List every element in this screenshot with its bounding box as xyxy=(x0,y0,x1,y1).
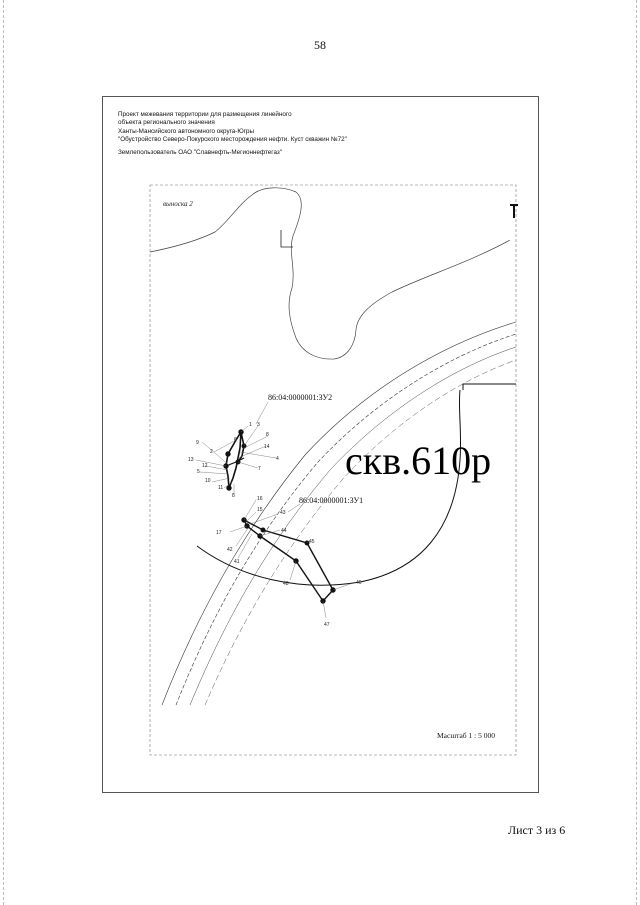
zu1-point-label: 45 xyxy=(309,539,315,545)
zu2-point-label: 1 xyxy=(249,422,252,428)
scale-label: Масштаб 1 : 5 000 xyxy=(437,731,495,740)
parcel-zu1-label: 86:04:0000001:ЗУ1 xyxy=(299,496,364,505)
zu2-point-label: 11 xyxy=(218,485,224,491)
corridor-line-1 xyxy=(162,322,516,705)
zu2-point-label: 5 xyxy=(197,469,200,475)
zu2-point-label: 4 xyxy=(276,456,279,462)
zu2-point-label: 12 xyxy=(202,463,208,469)
zu1-point-label: 42 xyxy=(227,547,233,553)
well-zone-arc xyxy=(197,390,461,585)
zu1-point-label: 47 xyxy=(324,622,330,628)
sheet-label: Лист 3 из 6 xyxy=(508,823,566,837)
zu2-point-label: 10 xyxy=(205,478,211,484)
zu2-point-label: 8 xyxy=(266,432,269,438)
header-line-3: Ханты-Мансийского автономного округа-Югры xyxy=(118,127,255,135)
zu1-point-label: 16 xyxy=(257,496,263,502)
page-number: 58 xyxy=(314,38,326,52)
zu1-point-label: 15 xyxy=(257,507,263,513)
zu1-point-label: 44 xyxy=(281,528,287,534)
zu2-point-label: 7 xyxy=(258,466,261,472)
zu1-point-label: 48 xyxy=(283,581,289,587)
zu2-point-label: 8 xyxy=(232,493,235,499)
parcel-zu1 xyxy=(242,518,335,603)
header-line-4: "Обустройство Северо-Покурского месторождения нефти. Куст скважин №72" xyxy=(118,136,347,144)
zu1-point-label: 43 xyxy=(280,510,286,516)
zu2-point-label: 9 xyxy=(196,440,199,446)
zu2-point-label: 3 xyxy=(257,422,260,428)
header-line-1: Проект межевания территории для размещения линейного xyxy=(118,111,292,118)
corridor-line-3 xyxy=(190,347,516,705)
header-line-2: объекта регионального значения xyxy=(118,119,215,127)
water-contour xyxy=(150,188,510,359)
header-line-5: Землепользователь ОАО "Славнефть-Мегионнефтегаз" xyxy=(118,148,283,156)
corridor-line-4 xyxy=(205,360,516,705)
parcel-zu2-label: 86:04:0000001:ЗУ2 xyxy=(268,393,333,402)
callout-label: выноска 2 xyxy=(163,200,193,208)
zu1-point-label: 17 xyxy=(216,530,222,536)
zu1-point-label: 41 xyxy=(234,559,240,565)
well-label: скв.610р xyxy=(345,438,492,483)
well-zone-arc-cap xyxy=(463,384,516,390)
zu2-point-label: 13 xyxy=(188,457,194,463)
edge-marker xyxy=(510,205,518,218)
contour-notch xyxy=(281,230,293,247)
zu2-point-label: 14 xyxy=(264,444,270,450)
corridor-line-2 xyxy=(176,334,516,705)
zu2-point-label: 2 xyxy=(210,449,213,455)
zu2-point-label: 6 xyxy=(234,437,237,443)
zu1-point-label: 46 xyxy=(356,580,362,586)
